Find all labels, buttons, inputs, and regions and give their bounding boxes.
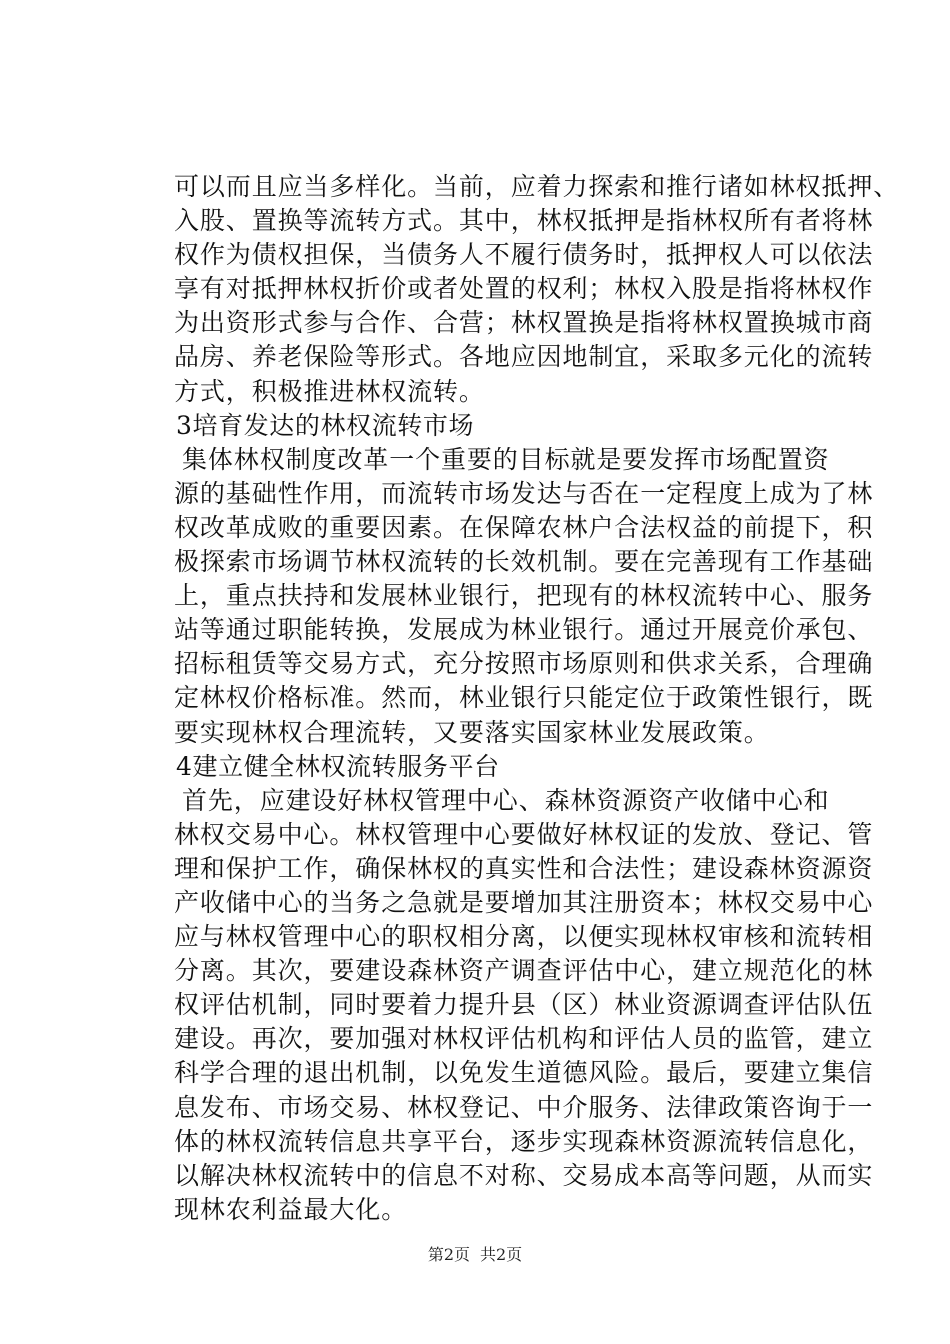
text-line: 以解决林权流转中的信息不对称、交易成本高等问题，从而实 bbox=[174, 1160, 874, 1190]
text-line: 首先，应建设好林权管理中心、森林资源资产收储中心和 bbox=[182, 785, 830, 815]
text-line: 招标租赁等交易方式，充分按照市场原则和供求关系，合理确 bbox=[174, 649, 874, 679]
text-line: 方式，积极推进林权流转。 bbox=[174, 376, 485, 406]
text-line: 入股、置换等流转方式。其中，林权抵押是指林权所有者将林 bbox=[174, 206, 874, 236]
text-line: 要实现林权合理流转，又要落实国家林业发展政策。 bbox=[174, 717, 770, 747]
text-line: 理和保护工作，确保林权的真实性和合法性；建设森林资源资 bbox=[174, 853, 874, 883]
text-line: 应与林权管理中心的职权相分离，以便实现林权审核和流转相 bbox=[174, 922, 874, 952]
text-line: 享有对抵押林权折价或者处置的权利；林权入股是指将林权作 bbox=[174, 274, 874, 304]
text-line: 产收储中心的当务之急就是要增加其注册资本；林权交易中心 bbox=[174, 887, 874, 917]
page-footer bbox=[0, 1244, 950, 1266]
text-line: 为出资形式参与合作、合营；林权置换是指将林权置换城市商 bbox=[174, 308, 874, 338]
text-line: 上，重点扶持和发展林业银行，把现有的林权流转中心、服务 bbox=[174, 581, 874, 611]
text-line: 现林农利益最大化。 bbox=[174, 1194, 408, 1224]
section-heading-4: 4建立健全林权流转服务平台 bbox=[176, 751, 500, 781]
text-line: 定林权价格标准。然而，林业银行只能定位于政策性银行，既 bbox=[174, 683, 874, 713]
document-body bbox=[174, 170, 900, 1227]
text-line: 息发布、市场交易、林权登记、中介服务、法律政策咨询于一 bbox=[174, 1092, 874, 1122]
text-line: 权改革成败的重要因素。在保障农林户合法权益的前提下，积 bbox=[174, 512, 874, 542]
text-line: 极探索市场调节林权流转的长效机制。要在完善现有工作基础 bbox=[174, 547, 874, 577]
text-line: 集体林权制度改革一个重要的目标就是要发挥市场配置资 bbox=[182, 444, 830, 474]
text-line: 源的基础性作用，而流转市场发达与否在一定程度上成为了林 bbox=[174, 478, 874, 508]
text-line: 品房、养老保险等形式。各地应因地制宜，采取多元化的流转 bbox=[174, 342, 874, 372]
text-line: 权作为债权担保，当债务人不履行债务时，抵押权人可以依法 bbox=[174, 240, 874, 270]
page-number: 第2页 bbox=[427, 1245, 470, 1264]
page-total: 共2页 bbox=[480, 1245, 523, 1264]
section-heading-3: 3培育发达的林权流转市场 bbox=[176, 410, 475, 440]
text-line: 建设。再次，要加强对林权评估机构和评估人员的监管，建立 bbox=[174, 1024, 874, 1054]
text-line: 可以而且应当多样化。当前，应着力探索和推行诸如林权抵押、 bbox=[174, 172, 900, 201]
text-line: 科学合理的退出机制，以免发生道德风险。最后，要建立集信 bbox=[174, 1058, 874, 1088]
text-line: 站等通过职能转换，发展成为林业银行。通过开展竞价承包、 bbox=[174, 615, 874, 645]
text-line: 林权交易中心。林权管理中心要做好林权证的发放、登记、管 bbox=[174, 819, 874, 849]
text-line: 体的林权流转信息共享平台，逐步实现森林资源流转信息化， bbox=[174, 1126, 874, 1156]
text-line: 权评估机制，同时要着力提升县（区）林业资源调查评估队伍 bbox=[174, 990, 874, 1020]
text-line: 分离。其次，要建设森林资产调查评估中心，建立规范化的林 bbox=[174, 956, 874, 986]
